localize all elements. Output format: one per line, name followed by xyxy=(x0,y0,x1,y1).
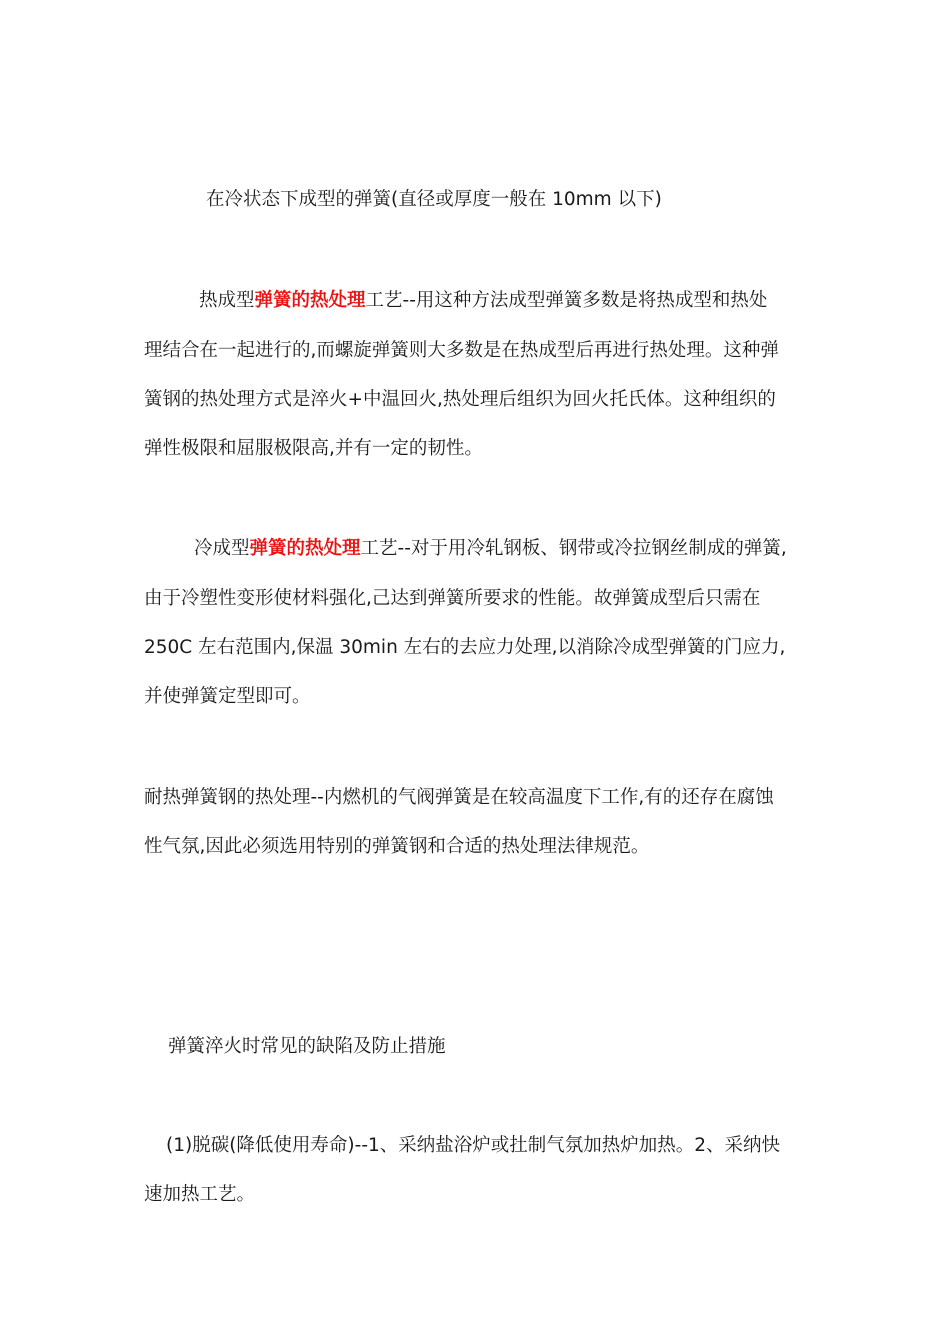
cold-forming-line-3: 250C 左右范围内,保温 30min 左右的去应力处理,以消除冷成型弹簧的门应力, xyxy=(144,637,786,658)
hot-forming-prefix: 热成型 xyxy=(199,290,255,311)
cold-forming-suffix: 工艺--对于用冷轧钢板、钢带或冷拉钢丝制成的弹簧, xyxy=(360,538,787,559)
cold-forming-prefix: 冷成型 xyxy=(194,538,250,559)
hot-forming-line-1 xyxy=(199,289,767,313)
intro-line: 在冷状态下成型的弹簧(直径或厚度一般在 10mm 以下) xyxy=(206,189,662,210)
cold-forming-highlight: 弹簧的热处理 xyxy=(249,538,361,559)
hot-forming-line-4: 弹性极限和屈服极限高,并有一定的韧性。 xyxy=(144,438,483,459)
hot-forming-line-3: 簧钢的热处理方式是淬火+中温回火,热处理后组织为回火托氏体。这种组织的 xyxy=(144,389,776,410)
cold-forming-line-2: 由于冷塑性变形使材料强化,己达到弹簧所要求的性能。故弹簧成型后只需在 xyxy=(144,588,761,609)
hot-forming-highlight: 弹簧的热处理 xyxy=(254,290,366,311)
defects-item-1-line-2: 速加热工艺。 xyxy=(144,1184,256,1205)
hot-forming-line-2: 理结合在一起进行的,而螺旋弹簧则大多数是在热成型后再进行热处理。这种弹 xyxy=(144,340,779,361)
cold-forming-line-4: 并使弹簧定型即可。 xyxy=(144,686,311,707)
heat-resistant-line-2: 性气氛,因此必须选用特别的弹簧钢和合适的热处理法律规范。 xyxy=(144,836,650,857)
defects-item-1-line-1: (1)脱碳(降低使用寿命)--1、采纳盐浴炉或扗制气氛加热炉加热。2、采纳快 xyxy=(166,1135,781,1156)
defects-heading: 弹簧淬火时常见的缺陷及防止措施 xyxy=(168,1036,446,1057)
cold-forming-line-1 xyxy=(194,537,787,561)
heat-resistant-line-1: 耐热弹簧钢的热处理--内燃机的气阀弹簧是在较高温度下工作,有的还存在腐蚀 xyxy=(144,787,774,808)
hot-forming-suffix: 工艺--用这种方法成型弹簧多数是将热成型和热处 xyxy=(365,290,768,311)
